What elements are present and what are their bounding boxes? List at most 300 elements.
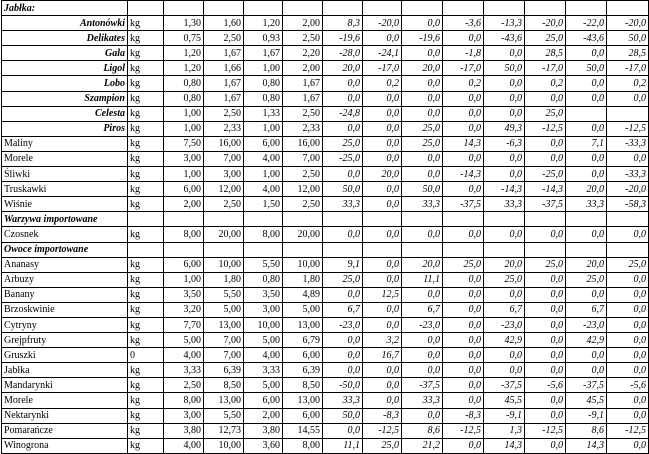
change-percent-cell: 33,3	[402, 197, 443, 212]
unit-cell: kg	[128, 393, 164, 408]
empty-cell	[128, 212, 164, 227]
product-name: Morele	[2, 393, 128, 408]
change-percent-cell: 0,0	[323, 363, 363, 378]
change-percent-cell: 0,0	[443, 31, 484, 46]
change-percent-cell: 0,0	[525, 151, 566, 166]
change-percent-cell: -37,5	[443, 197, 484, 212]
change-percent-cell: 0,0	[443, 363, 484, 378]
change-percent-cell: 0,0	[525, 438, 566, 453]
change-percent-cell: 0,0	[566, 121, 607, 136]
empty-cell	[283, 212, 323, 227]
product-row	[2, 136, 649, 151]
change-percent-cell: 25,0	[525, 257, 566, 272]
product-row	[2, 257, 649, 272]
price-cell: 14,55	[283, 423, 323, 438]
price-cell: 5,50	[204, 287, 244, 302]
price-cell: 0,80	[244, 76, 283, 91]
change-percent-cell: -58,3	[607, 197, 649, 212]
change-percent-cell: -12,5	[525, 121, 566, 136]
price-cell: 20,00	[283, 227, 323, 242]
change-percent-cell: 14,3	[566, 438, 607, 453]
price-cell: 1,80	[283, 272, 323, 287]
unit-cell: kg	[128, 31, 164, 46]
change-percent-cell: 25,0	[402, 121, 443, 136]
change-percent-cell: 0,0	[607, 438, 649, 453]
change-percent-cell: 0,0	[484, 287, 525, 302]
unit-cell: kg	[128, 16, 164, 31]
unit-cell: kg	[128, 333, 164, 348]
change-percent-cell: 28,5	[607, 46, 649, 61]
unit-cell: kg	[128, 61, 164, 76]
change-percent-cell: 11,1	[402, 272, 443, 287]
price-cell: 8,00	[164, 393, 204, 408]
price-cell: 1,00	[164, 272, 204, 287]
product-row	[2, 378, 649, 393]
empty-cell	[283, 242, 323, 257]
change-percent-cell: 0,0	[525, 136, 566, 151]
change-percent-cell: 0,0	[566, 348, 607, 363]
empty-cell	[204, 212, 244, 227]
price-cell: 1,30	[164, 16, 204, 31]
unit-cell: kg	[128, 272, 164, 287]
change-percent-cell: -43,6	[484, 31, 525, 46]
price-cell: 6,39	[283, 363, 323, 378]
product-row	[2, 287, 649, 302]
change-percent-cell: 0,0	[607, 227, 649, 242]
change-percent-cell: 0,0	[443, 151, 484, 166]
product-row	[2, 423, 649, 438]
change-percent-cell: 0,0	[323, 227, 363, 242]
change-percent-cell: 25,0	[607, 257, 649, 272]
change-percent-cell: 25,0	[525, 106, 566, 121]
product-name: Mandarynki	[2, 378, 128, 393]
change-percent-cell: 0,0	[566, 151, 607, 166]
change-percent-cell: 21,2	[402, 438, 443, 453]
price-cell: 2,50	[283, 106, 323, 121]
empty-cell	[204, 1, 244, 16]
change-percent-cell: 0,0	[484, 106, 525, 121]
variety-name: Ligol	[2, 61, 128, 76]
change-percent-cell: 50,0	[323, 182, 363, 197]
product-row	[2, 393, 649, 408]
price-cell: 12,00	[283, 182, 323, 197]
change-percent-cell: 0,0	[363, 227, 402, 242]
change-percent-cell: -37,5	[484, 378, 525, 393]
change-percent-cell: 0,0	[566, 76, 607, 91]
price-cell: 3,80	[164, 423, 204, 438]
empty-cell	[283, 1, 323, 16]
change-percent-cell: 20,0	[566, 182, 607, 197]
unit-cell: kg	[128, 121, 164, 136]
unit-cell: kg	[128, 76, 164, 91]
change-percent-cell: -17,0	[607, 61, 649, 76]
price-cell: 3,33	[244, 363, 283, 378]
empty-cell	[323, 242, 363, 257]
price-cell: 2,00	[283, 16, 323, 31]
change-percent-cell: 33,3	[402, 393, 443, 408]
change-percent-cell: 0,0	[402, 363, 443, 378]
price-cell: 10,00	[283, 257, 323, 272]
change-percent-cell: 0,0	[484, 151, 525, 166]
price-cell: 1,50	[244, 197, 283, 212]
price-cell: 1,20	[164, 46, 204, 61]
change-percent-cell: -17,0	[363, 61, 402, 76]
change-percent-cell: 0,0	[402, 151, 443, 166]
change-percent-cell: 0,0	[323, 91, 363, 106]
change-percent-cell: 0,0	[525, 272, 566, 287]
change-percent-cell: -5,6	[525, 378, 566, 393]
change-percent-cell: 0,0	[443, 182, 484, 197]
section-label: Warzywa importowane	[2, 212, 128, 227]
price-cell: 3,50	[244, 287, 283, 302]
change-percent-cell: 0,0	[607, 151, 649, 166]
change-percent-cell: 45,5	[566, 393, 607, 408]
price-cell: 2,00	[283, 61, 323, 76]
change-percent-cell: 0,0	[607, 393, 649, 408]
empty-cell	[363, 242, 402, 257]
price-cell: 8,00	[244, 227, 283, 242]
unit-cell: kg	[128, 363, 164, 378]
change-percent-cell: 0,0	[484, 76, 525, 91]
change-percent-cell: -37,5	[525, 197, 566, 212]
empty-cell	[164, 242, 204, 257]
price-cell: 0,80	[244, 272, 283, 287]
change-percent-cell: 0,0	[443, 106, 484, 121]
empty-cell	[244, 242, 283, 257]
change-percent-cell: -12,5	[443, 423, 484, 438]
change-percent-cell: 0,0	[443, 317, 484, 332]
price-cell: 1,00	[164, 121, 204, 136]
change-percent-cell: 6,7	[566, 302, 607, 317]
change-percent-cell: -28,0	[323, 46, 363, 61]
change-percent-cell: 0,0	[484, 227, 525, 242]
change-percent-cell: 0,0	[607, 91, 649, 106]
variety-row	[2, 61, 649, 76]
price-cell: 3,00	[164, 408, 204, 423]
price-cell: 7,00	[283, 151, 323, 166]
change-percent-cell: 0,0	[323, 287, 363, 302]
product-row	[2, 408, 649, 423]
price-cell: 1,00	[244, 121, 283, 136]
price-table-body	[2, 1, 649, 454]
change-percent-cell: -24,1	[363, 46, 402, 61]
price-cell: 13,00	[204, 393, 244, 408]
change-percent-cell: 25,0	[402, 136, 443, 151]
empty-cell	[443, 242, 484, 257]
variety-name: Piros	[2, 121, 128, 136]
price-table	[1, 0, 649, 454]
change-percent-cell: 0,0	[443, 333, 484, 348]
price-cell: 3,00	[204, 167, 244, 182]
price-cell: 16,00	[204, 136, 244, 151]
change-percent-cell: 0,0	[484, 46, 525, 61]
product-name: Pomarańcze	[2, 423, 128, 438]
product-name: Winogrona	[2, 438, 128, 453]
change-percent-cell: 0,0	[607, 317, 649, 332]
change-percent-cell: 0,0	[323, 423, 363, 438]
price-cell: 2,50	[204, 106, 244, 121]
change-percent-cell: 0,0	[402, 76, 443, 91]
price-cell: 5,00	[283, 302, 323, 317]
product-name: Maliny	[2, 136, 128, 151]
price-cell: 1,20	[244, 16, 283, 31]
price-cell: 0,93	[244, 31, 283, 46]
change-percent-cell: 0,0	[323, 348, 363, 363]
change-percent-cell: -37,5	[566, 378, 607, 393]
empty-cell	[128, 242, 164, 257]
change-percent-cell: -9,1	[484, 408, 525, 423]
price-cell: 0,80	[244, 91, 283, 106]
price-cell: 1,67	[204, 91, 244, 106]
change-percent-cell: 33,3	[323, 393, 363, 408]
price-cell: 1,00	[244, 167, 283, 182]
empty-cell	[607, 212, 649, 227]
price-cell: 2,00	[244, 408, 283, 423]
change-percent-cell: 8,6	[402, 423, 443, 438]
price-cell: 10,00	[204, 438, 244, 453]
change-percent-cell: 0,0	[525, 363, 566, 378]
price-cell: 1,00	[164, 106, 204, 121]
change-percent-cell: 0,0	[607, 333, 649, 348]
unit-cell: kg	[128, 257, 164, 272]
change-percent-cell: 6,7	[402, 302, 443, 317]
empty-cell	[484, 1, 525, 16]
change-percent-cell: 0,0	[443, 378, 484, 393]
change-percent-cell: -20,0	[363, 16, 402, 31]
price-cell: 4,00	[164, 348, 204, 363]
change-percent-cell: -5,6	[607, 378, 649, 393]
change-percent-cell: -20,0	[525, 16, 566, 31]
change-percent-cell: 0,0	[363, 121, 402, 136]
change-percent-cell: 0,0	[363, 363, 402, 378]
empty-cell	[484, 242, 525, 257]
price-cell: 3,60	[244, 438, 283, 453]
change-percent-cell: 20,0	[402, 257, 443, 272]
empty-cell	[402, 1, 443, 16]
change-percent-cell: 0,0	[323, 121, 363, 136]
empty-cell	[566, 242, 607, 257]
change-percent-cell: 0,0	[363, 197, 402, 212]
change-percent-cell: 0,0	[484, 363, 525, 378]
price-cell: 1,80	[204, 272, 244, 287]
change-percent-cell: 0,0	[363, 91, 402, 106]
change-percent-cell: 0,0	[402, 91, 443, 106]
variety-row	[2, 46, 649, 61]
product-name: Czosnek	[2, 227, 128, 242]
empty-cell	[244, 212, 283, 227]
change-percent-cell: 0,0	[402, 46, 443, 61]
price-cell: 2,50	[283, 31, 323, 46]
price-cell: 2,50	[164, 378, 204, 393]
change-percent-cell: 42,9	[566, 333, 607, 348]
change-percent-cell: 0,0	[607, 348, 649, 363]
unit-cell: kg	[128, 197, 164, 212]
change-percent-cell: -50,0	[323, 378, 363, 393]
price-cell: 2,50	[204, 197, 244, 212]
unit-cell: kg	[128, 287, 164, 302]
price-cell: 3,50	[164, 287, 204, 302]
product-name: Ananasy	[2, 257, 128, 272]
change-percent-cell: 25,0	[566, 272, 607, 287]
price-cell: 5,00	[244, 333, 283, 348]
product-row	[2, 302, 649, 317]
price-cell: 1,67	[244, 46, 283, 61]
change-percent-cell: -25,0	[323, 151, 363, 166]
change-percent-cell: 45,5	[484, 393, 525, 408]
change-percent-cell: 0,0	[525, 317, 566, 332]
change-percent-cell: -12,5	[363, 423, 402, 438]
change-percent-cell: 0,0	[525, 287, 566, 302]
empty-cell	[607, 1, 649, 16]
change-percent-cell: 49,3	[484, 121, 525, 136]
price-cell: 0,80	[164, 91, 204, 106]
unit-cell: kg	[128, 378, 164, 393]
unit-cell: kg	[128, 167, 164, 182]
price-cell: 2,33	[204, 121, 244, 136]
product-name: Truskawki	[2, 182, 128, 197]
price-cell: 1,60	[204, 16, 244, 31]
section-label: Jabłka:	[2, 1, 128, 16]
change-percent-cell: 25,0	[484, 272, 525, 287]
change-percent-cell: -23,0	[323, 317, 363, 332]
change-percent-cell: 50,0	[566, 61, 607, 76]
change-percent-cell: 0,0	[402, 348, 443, 363]
change-percent-cell: 0,0	[443, 348, 484, 363]
change-percent-cell: 0,0	[402, 408, 443, 423]
change-percent-cell: 0,0	[484, 348, 525, 363]
change-percent-cell: 0,0	[443, 272, 484, 287]
price-cell: 6,00	[244, 393, 283, 408]
price-cell: 1,66	[204, 61, 244, 76]
change-percent-cell: -12,5	[607, 423, 649, 438]
empty-cell	[128, 1, 164, 16]
price-cell: 10,00	[244, 317, 283, 332]
product-row	[2, 348, 649, 363]
change-percent-cell: 14,3	[443, 136, 484, 151]
change-percent-cell: 12,5	[363, 287, 402, 302]
variety-row	[2, 106, 649, 121]
change-percent-cell: 0,0	[443, 393, 484, 408]
change-percent-cell: -8,3	[443, 408, 484, 423]
change-percent-cell: 0,2	[525, 76, 566, 91]
change-percent-cell: 20,0	[484, 257, 525, 272]
change-percent-cell: 28,5	[525, 46, 566, 61]
price-cell: 7,50	[164, 136, 204, 151]
change-percent-cell: 0,0	[607, 302, 649, 317]
price-cell: 2,50	[204, 31, 244, 46]
change-percent-cell: 0,0	[566, 287, 607, 302]
change-percent-cell: 0,0	[363, 31, 402, 46]
empty-cell	[525, 1, 566, 16]
change-percent-cell	[607, 106, 649, 121]
section-header-row	[2, 212, 649, 227]
change-percent-cell: 0,0	[363, 317, 402, 332]
change-percent-cell: -17,0	[525, 61, 566, 76]
product-name: Gruszki	[2, 348, 128, 363]
empty-cell	[363, 1, 402, 16]
price-cell: 3,80	[244, 423, 283, 438]
unit-cell: kg	[128, 423, 164, 438]
price-cell: 4,89	[283, 287, 323, 302]
price-cell: 10,00	[204, 257, 244, 272]
change-percent-cell: 0,0	[363, 378, 402, 393]
change-percent-cell: 0,0	[566, 227, 607, 242]
change-percent-cell: 0,0	[566, 46, 607, 61]
change-percent-cell: -20,0	[607, 182, 649, 197]
change-percent-cell: 7,1	[566, 136, 607, 151]
change-percent-cell: 0,0	[363, 302, 402, 317]
variety-name: Gala	[2, 46, 128, 61]
change-percent-cell: 0,0	[607, 363, 649, 378]
change-percent-cell: 0,0	[525, 333, 566, 348]
change-percent-cell: 0,0	[402, 16, 443, 31]
unit-cell: kg	[128, 408, 164, 423]
unit-cell: kg	[128, 182, 164, 197]
empty-cell	[204, 242, 244, 257]
change-percent-cell: 0,2	[607, 76, 649, 91]
empty-cell	[323, 212, 363, 227]
change-percent-cell: -37,5	[402, 378, 443, 393]
change-percent-cell: 0,0	[363, 272, 402, 287]
change-percent-cell: 0,0	[323, 167, 363, 182]
change-percent-cell: 3,2	[363, 333, 402, 348]
change-percent-cell: 8,3	[323, 16, 363, 31]
variety-name: Lobo	[2, 76, 128, 91]
change-percent-cell: -20,0	[607, 16, 649, 31]
change-percent-cell: -14,3	[443, 167, 484, 182]
unit-cell: kg	[128, 438, 164, 453]
change-percent-cell: 0,0	[443, 121, 484, 136]
price-cell: 1,67	[283, 91, 323, 106]
empty-cell	[443, 212, 484, 227]
change-percent-cell: 0,0	[566, 91, 607, 106]
section-label: Owoce importowane	[2, 242, 128, 257]
change-percent-cell: -12,5	[607, 121, 649, 136]
price-cell: 7,00	[204, 333, 244, 348]
empty-cell	[402, 242, 443, 257]
section-header-row	[2, 242, 649, 257]
change-percent-cell: -25,0	[525, 167, 566, 182]
price-cell: 7,00	[204, 348, 244, 363]
price-cell: 2,00	[164, 197, 204, 212]
change-percent-cell: 9,1	[323, 257, 363, 272]
change-percent-cell: 0,0	[363, 182, 402, 197]
change-percent-cell: 33,3	[484, 197, 525, 212]
price-cell: 1,20	[164, 61, 204, 76]
variety-row	[2, 76, 649, 91]
unit-cell: 0	[128, 348, 164, 363]
price-cell: 6,79	[283, 333, 323, 348]
change-percent-cell	[566, 106, 607, 121]
unit-cell: kg	[128, 317, 164, 332]
empty-cell	[244, 1, 283, 16]
empty-cell	[484, 212, 525, 227]
price-cell: 4,00	[164, 438, 204, 453]
product-row	[2, 333, 649, 348]
change-percent-cell: 0,0	[443, 302, 484, 317]
change-percent-cell: 42,9	[484, 333, 525, 348]
change-percent-cell: 0,0	[402, 333, 443, 348]
product-name: Wiśnie	[2, 197, 128, 212]
change-percent-cell: 25,0	[323, 136, 363, 151]
price-cell: 1,67	[204, 76, 244, 91]
price-cell: 3,33	[164, 363, 204, 378]
price-cell: 2,50	[283, 167, 323, 182]
change-percent-cell: -23,0	[402, 317, 443, 332]
price-cell: 5,00	[244, 378, 283, 393]
change-percent-cell: -9,1	[566, 408, 607, 423]
change-percent-cell: 0,0	[525, 408, 566, 423]
